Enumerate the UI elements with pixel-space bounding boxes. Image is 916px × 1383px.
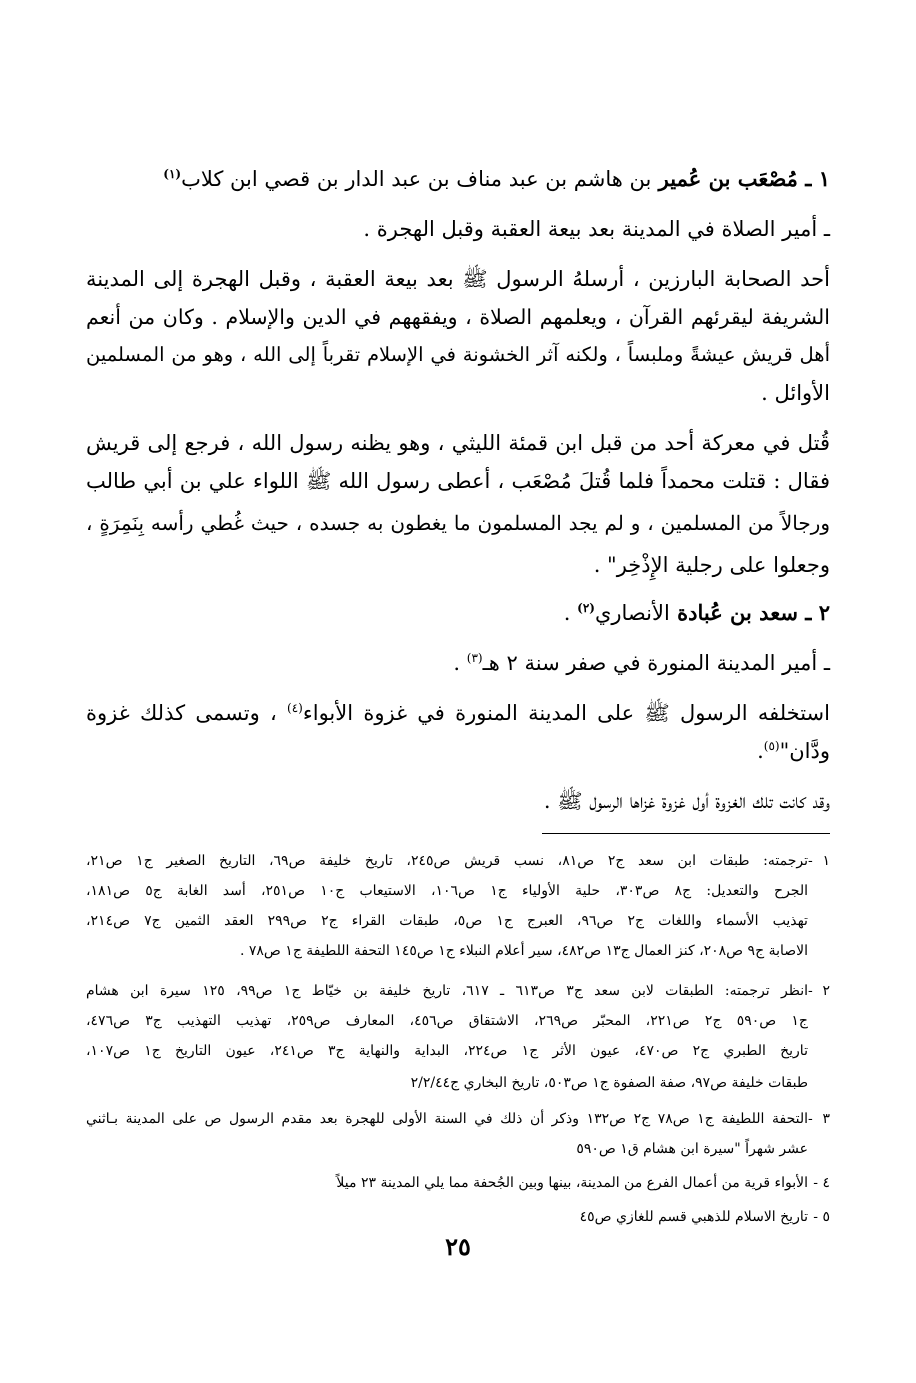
footnote-line: تهذيب الأسماء واللغات ج٢ ص٩٦، العبرج ج١ ص٥، طبقات القراء ج٢ ص٢٩٩ العقد الثمين ج٧ ص٢١٤، [86,913,808,929]
footnote-line: الاصابة ج٩ ص٢٠٨، كنز العمال ج١٣ ص٤٨٢، سير أعلام النبلاء ج١ ص١٤٥ التحفة اللطيفة ج١ ص٧٨ . [239,943,808,959]
footnote-text: الأبواء قرية من أعمال الفرع من المدينة، بينها وبين الجُحفة مما يلي المدينة ٢٣ ميلاً [336,1175,808,1191]
footnote-number: ١ - [807,853,830,869]
footnote-ref-1[interactable]: (١) [163,167,182,181]
paragraph-line: ورجالاً من المسلمين ، و لم يجد المسلمون ما يغطون به جسده ، حيث غُطي رأسه بِنَمِرَةٍ ، [86,511,830,535]
heading-name: مُصْعَب بن عُمير [658,166,798,191]
footnote-ref-3[interactable]: (٣) [466,651,483,665]
heading-number: ٢ ـ [805,600,830,625]
paragraph-line: وقد كانت تلك الغزوة أول غزوة غزاها الرسول ﷺ . [543,789,830,813]
footnote-5 [86,1206,830,1228]
heading-end: . [563,601,578,625]
footnote-1 [86,850,830,872]
heading-nisba: الأنصاري [594,601,670,625]
heading-number: ١ ـ [805,166,830,191]
footnote-text: ترجمته: طبقات ابن سعد ج٢ ص٨١، نسب قريش ص٢٤٥، تاريخ خليفة ص٦٩، التاريخ الصغير ج١ ص٢١، [86,853,808,869]
subtitle-text: ـ أمير المدينة المنورة في صفر سنة ٢ هـ [482,651,830,675]
footnote-separator [542,833,830,834]
footnote-2 [86,980,830,1002]
para-text: ، وتسمى كذلك غزوة [86,701,288,725]
paragraph-line: وجعلوا على رجلية الإِذْخِر" . [593,553,830,577]
footnote-text: انظر ترجمته: الطبقات لابن سعد ج٣ ص٦١٣ ـ ٦١٧، تاريخ خليفة بن خيّاط ج١ ص٩٩، ١٢٥ سيرة ابن هشام [86,983,808,999]
footnote-text: التحفة اللطيفة ج١ ص٧٨ ج٢ ص١٣٢ وذكر أن ذلك في السنة الأولى للهجرة بعد مقدم الرسول ص على المدينة بـاثني [86,1111,808,1127]
paragraph-line [86,736,830,766]
paragraph-line [86,698,830,728]
footnote-line: ج١ ص٥٩٠ ج٢ ص٢٢١، المحبّر ص٢٦٩، الاشتقاق ص٤٥٦، المعارف ص٢٥٩، تهذيب التهذيب ج٣ ص٤٧٦، [86,1013,808,1029]
para-text: . [757,739,764,763]
subtitle-end: . [453,651,467,675]
footnote-ref-2[interactable]: (٢) [577,601,595,615]
paragraph-line: الشريفة ليقرئهم القرآن ، ويعلمهم الصلاة ، ويفقههم في الدين والإسلام . وكان من أنعم [86,305,830,329]
footnote-number: ٣ - [807,1111,830,1127]
paragraph-line: قُتل في معركة أحد من قبل ابن قمئة الليثي ، وهو يظنه رسول الله ، فرجع إلى قريش [86,431,830,455]
section-subtitle: ـ أمير الصلاة في المدينة بعد بيعة العقبة وقبل الهجرة . [363,217,830,241]
footnote-ref-5[interactable]: (٥) [763,739,780,753]
footnote-line: تاريخ الطبري ج٢ ص٤٧٠، عيون الأثر ج١ ص٢٢٤، البداية والنهاية ج٣ ص٢٤١، عيون التاريخ ج١ ص١٠٧، [86,1043,808,1059]
footnote-line: عشر شهراً "سيرة ابن هشام ق١ ص٥٩٠ [576,1141,808,1157]
paragraph-line: أهل قريش عيشةً وملبساً ، ولكنه آثر الخشونة في الإسلام تقرباً إلى الله ، وهو من المسلمين [86,343,830,366]
paragraph-line: فقال : قتلت محمداً فلما قُتلَ مُصْعَب ، أعطى رسول الله ﷺ اللواء علي بن أبي طالب [86,469,830,493]
heading-lineage: بن هاشم بن عبد مناف بن عبد الدار بن قصي ابن كلاب [181,167,652,191]
footnote-number: ٤ - [813,1175,830,1191]
footnote-4 [86,1172,830,1194]
paragraph-line: أحد الصحابة البارزين ، أرسلهُ الرسول ﷺ بعد بيعة العقبة ، وقبل الهجرة إلى المدينة [86,267,830,291]
footnote-line: الجرح والتعديل: ج٨ ص٣٠٣، حلية الأولياء ج١ ص١٠٦، الاستيعاب ج١٠ ص٢٥١، أسد الغابة ج٥ ص١٨١، [86,883,808,899]
heading-name: سعد بن عُبادة [677,600,798,625]
footnote-ref-4[interactable]: (٤) [287,701,303,715]
footnote-number: ٢ - [808,983,830,999]
page-number: ٢٥ [445,1232,471,1261]
footnote-number: ٥ - [813,1209,830,1225]
section-heading-musab [86,164,830,194]
footnote-line: طبقات خليفة ص٩٧، صفة الصفوة ج١ ص٥٠٣، تاريخ البخاري ج٢/٢/٤٤ [410,1075,808,1091]
para-text: استخلفه الرسول ﷺ على المدينة المنورة في غزوة الأبواء [302,701,830,725]
para-text: ودَّان" [779,739,830,763]
paragraph-line: الأوائل . [761,381,830,405]
footnote-text: تاريخ الاسلام للذهبي قسم للغازي ص٤٥ [579,1209,808,1225]
footnote-3 [86,1108,830,1130]
section-heading-saad [86,598,830,628]
section-subtitle [86,648,830,678]
